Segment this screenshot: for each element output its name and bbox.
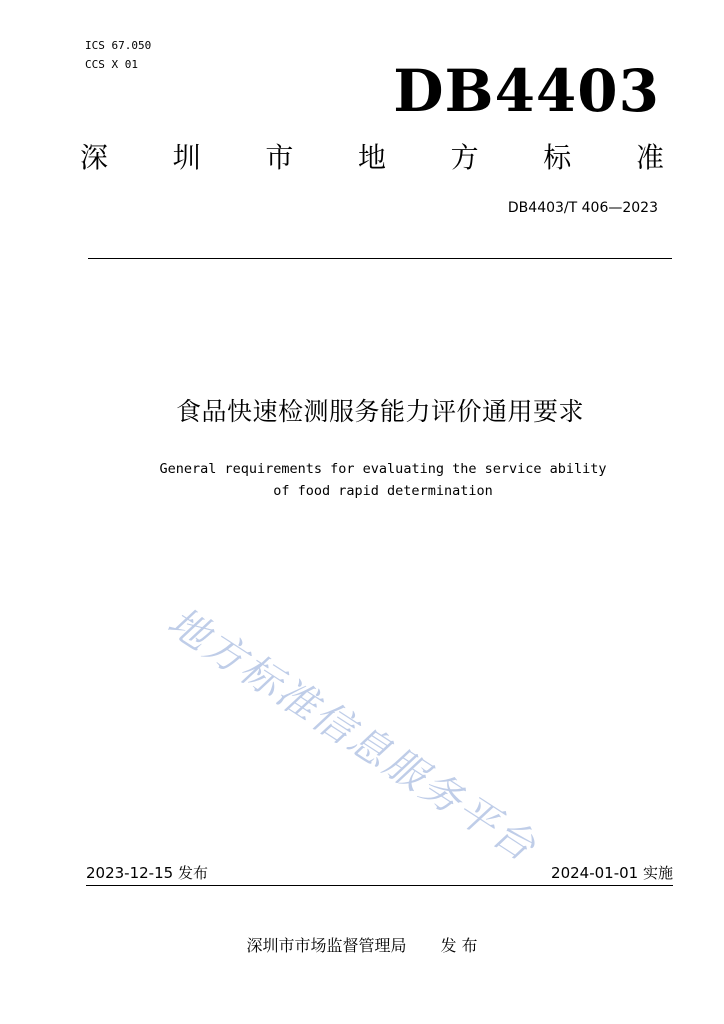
ics-code: ICS 67.050 [85, 39, 152, 52]
english-title-line-1: General requirements for evaluating the service ability [159, 461, 607, 477]
top-divider [88, 258, 672, 259]
bottom-divider [86, 885, 673, 886]
standard-level-title [80, 138, 664, 178]
level-char: 深 [80, 141, 109, 174]
document-title-english [0, 458, 724, 502]
english-title-line-2: of food rapid determination [273, 483, 493, 499]
ccs-code: CCS X 01 [85, 58, 138, 71]
issuer-name: 深圳市市场监督管理局 [246, 936, 407, 955]
level-char: 方 [450, 141, 479, 174]
level-char: 圳 [172, 141, 201, 174]
issuing-authority [0, 934, 724, 958]
standard-number: DB4403/T 406—2023 [507, 200, 658, 216]
level-char: 地 [357, 141, 386, 174]
document-title-chinese: 食品快速检测服务能力评价通用要求 [175, 397, 584, 426]
level-char: 市 [265, 141, 294, 174]
db-code-heading: DB4403 [393, 57, 660, 125]
level-char: 标 [543, 141, 572, 174]
watermark-text: 地方标准信息服务平台 [159, 598, 546, 872]
classification-codes [85, 36, 151, 74]
issuer-action: 发 布 [440, 936, 478, 955]
implementation-date: 2024-01-01 实施 [551, 864, 673, 882]
issue-date: 2023-12-15 发布 [86, 864, 208, 882]
level-char: 准 [635, 141, 664, 174]
watermark [159, 598, 605, 872]
